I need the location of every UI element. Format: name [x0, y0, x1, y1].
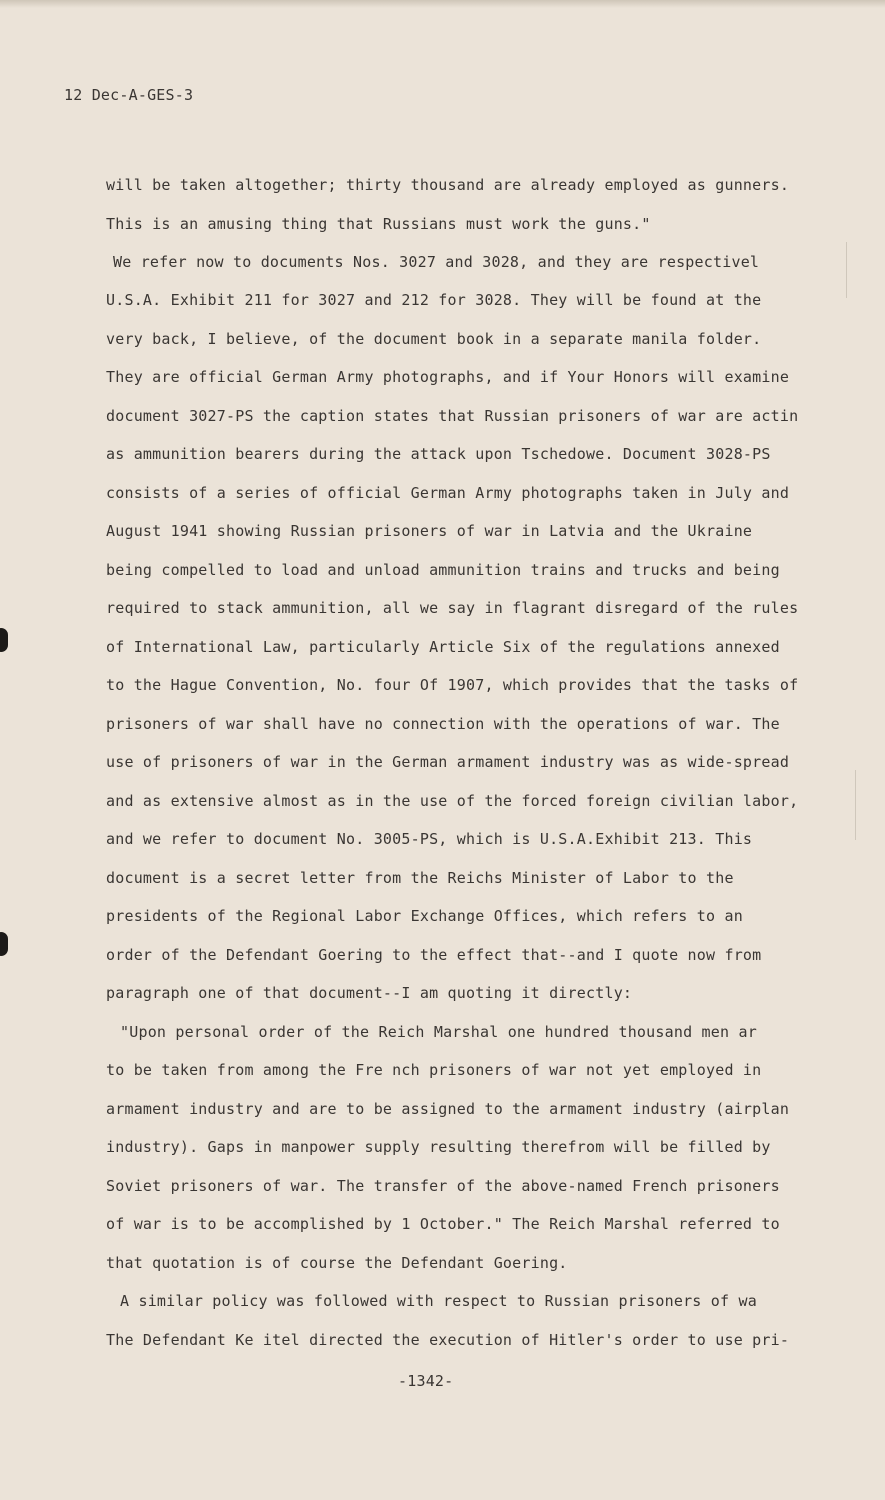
text-line: document 3027-PS the caption states that Russian prisoners of war are actin	[106, 407, 799, 425]
text-line: as ammunition bearers during the attack upon Tschedowe. Document 3028-PS	[106, 445, 771, 463]
text-line: The Defendant Ke itel directed the execution of Hitler's order to use pri-	[106, 1331, 790, 1349]
text-line: that quotation is of course the Defendant Goering.	[106, 1254, 568, 1272]
text-line: We refer now to documents Nos. 3027 and 3028, and they are respectivel	[113, 253, 760, 271]
text-line: to be taken from among the Fre nch prisoners of war not yet employed in	[106, 1061, 762, 1079]
text-line: A similar policy was followed with respect to Russian prisoners of wa	[120, 1292, 757, 1310]
text-line: They are official German Army photographs, and if Your Honors will examine	[106, 368, 790, 386]
text-line: document is a secret letter from the Reichs Minister of Labor to the	[106, 869, 734, 887]
text-line: paragraph one of that document--I am quoting it directly:	[106, 984, 633, 1002]
text-line: presidents of the Regional Labor Exchange Offices, which refers to an	[106, 907, 743, 925]
text-line: order of the Defendant Goering to the effect that--and I quote now from	[106, 946, 762, 964]
text-line: prisoners of war shall have no connection with the operations of war. The	[106, 715, 780, 733]
page-number: -1342-	[398, 1372, 454, 1390]
text-line: consists of a series of official German Army photographs taken in July and	[106, 484, 790, 502]
text-line: armament industry and are to be assigned to the armament industry (airplan	[106, 1100, 790, 1118]
text-line: and we refer to document No. 3005-PS, which is U.S.A.Exhibit 213. This	[106, 830, 753, 848]
text-line: very back, I believe, of the document book in a separate manila folder.	[106, 330, 762, 348]
text-line: and as extensive almost as in the use of the forced foreign civilian labor,	[106, 792, 799, 810]
text-line: use of prisoners of war in the German armament industry was as wide-spread	[106, 753, 790, 771]
text-line: of International Law, particularly Article Six of the regulations annexed	[106, 638, 780, 656]
text-line: "Upon personal order of the Reich Marshal one hundred thousand men ar	[120, 1023, 757, 1041]
text-line: industry). Gaps in manpower supply resulting therefrom will be filled by	[106, 1138, 771, 1156]
binding-hole-lower	[0, 932, 8, 956]
page-top-edge	[0, 0, 885, 8]
text-line: will be taken altogether; thirty thousand are already employed as gunners.	[106, 176, 790, 194]
text-line: of war is to be accomplished by 1 October." The Reich Marshal referred to	[106, 1215, 780, 1233]
text-line: U.S.A. Exhibit 211 for 3027 and 212 for 3028. They will be found at the	[106, 291, 762, 309]
text-line: being compelled to load and unload ammunition trains and trucks and being	[106, 561, 780, 579]
text-line: Soviet prisoners of war. The transfer of the above-named French prisoners	[106, 1177, 780, 1195]
binding-hole-upper	[0, 628, 8, 652]
text-line: This is an amusing thing that Russians must work the guns."	[106, 215, 651, 233]
margin-mark-upper	[846, 242, 847, 298]
text-line: August 1941 showing Russian prisoners of war in Latvia and the Ukraine	[106, 522, 753, 540]
margin-mark-lower	[855, 770, 856, 840]
text-line: to the Hague Convention, No. four Of 1907, which provides that the tasks of	[106, 676, 799, 694]
page-header: 12 Dec-A-GES-3	[64, 86, 194, 104]
text-line: required to stack ammunition, all we say in flagrant disregard of the rules	[106, 599, 799, 617]
